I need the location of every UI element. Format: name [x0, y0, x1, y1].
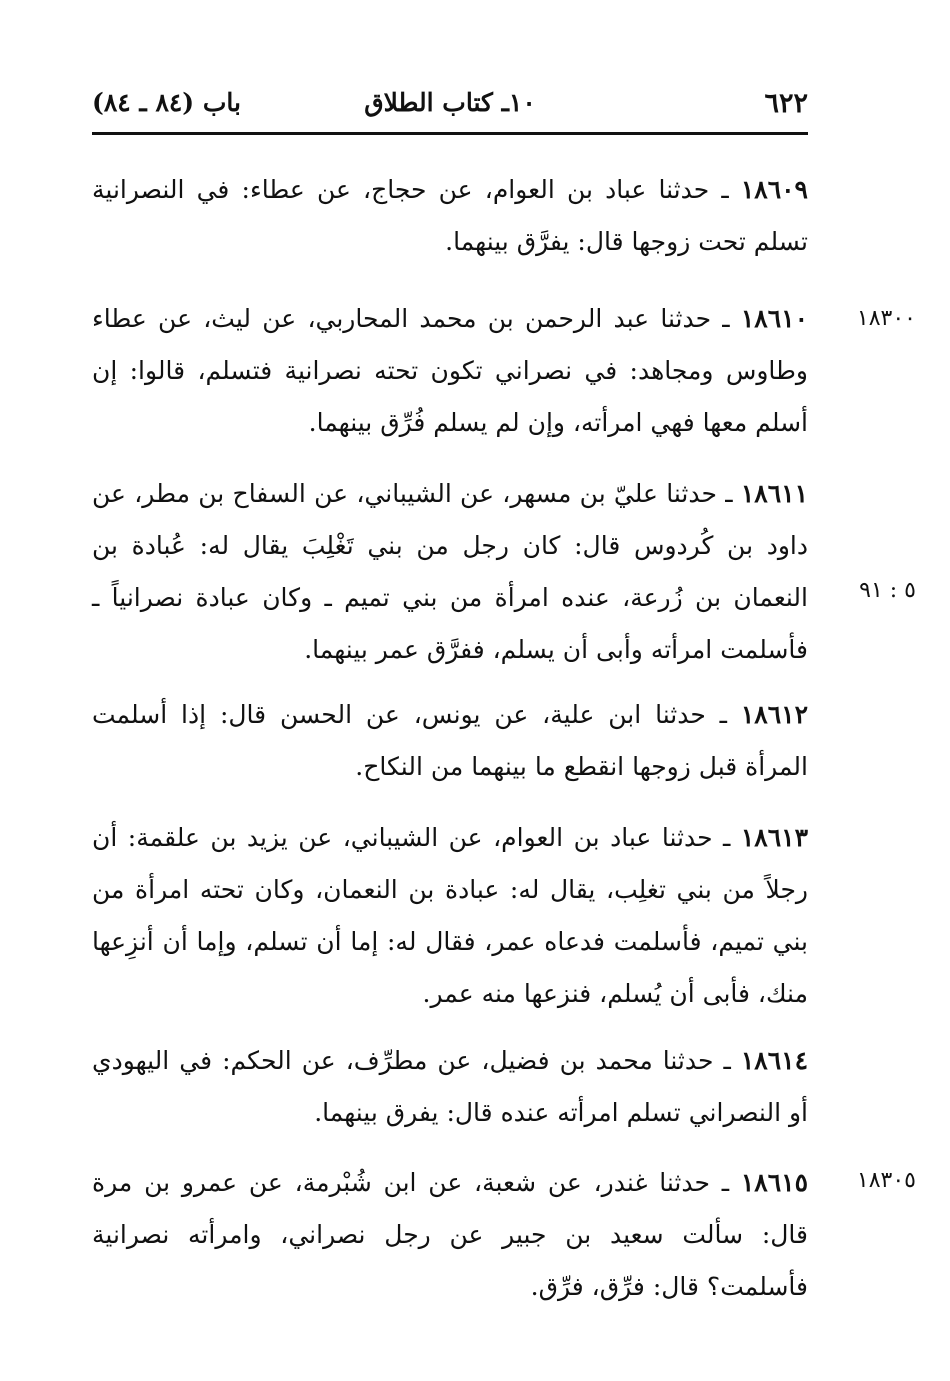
hadith-entry: [92, 812, 808, 1020]
hadith-text: ـ حدثنا غندر، عن شعبة، عن ابن شُبْرمة، عن عمرو بن مرة قال: سألت سعيد بن جبير عن رجل نصراني، وامرأته نصرانية فأسلمت؟ قال: فرِّق، فرِّق.: [92, 1168, 808, 1301]
hadith-number: ١٨٦١٠: [740, 304, 808, 333]
hadith-entry: [92, 1035, 808, 1139]
hadith-entry: [92, 689, 808, 793]
hadith-entry: [92, 293, 808, 449]
running-header: [92, 88, 808, 128]
hadith-entry: [92, 1157, 808, 1313]
hadith-number: ١٨٦١٣: [740, 823, 808, 852]
hadith-text: ـ حدثنا عليّ بن مسهر، عن الشيباني، عن السفاح بن مطر، عن داود بن كُردوس قال: كان رجل من بني تَغْلِبَ يقال له: عُبادة بن النعمان بن زُرعة، عنده امرأة من بني تميم ـ وكان عبادة نصرانياً ـ فأسلمت امرأته وأبى أن يسلم، ففرَّق عمر بينهما.: [92, 479, 808, 664]
hadith-entry: [92, 164, 808, 268]
hadith-entry: [92, 468, 808, 676]
hadith-number: ١٨٦١١: [740, 479, 808, 508]
hadith-text: ـ حدثنا عبد الرحمن بن محمد المحاربي، عن ليث، عن عطاء وطاوس ومجاهد: في نصراني تكون تحته نصرانية فتسلم، قالوا: إن أسلم معها فهي امرأته، وإن لم يسلم فُرِّق بينهما.: [92, 304, 808, 437]
page-number: ٦٢٢: [764, 88, 808, 119]
margin-note: ٥ : ٩١: [859, 578, 916, 603]
hadith-text: ـ حدثنا عباد بن العوام، عن الشيباني، عن يزيد بن علقمة: أن رجلاً من بني تغلِب، يقال له: عبادة بن النعمان، وكان تحته امرأة من بني تميم، فأسلمت فدعاه عمر، فقال له: إما أن تسلم، وإما أن أنزِعها منك، فأبى أن يُسلم، فنزعها منه عمر.: [92, 823, 808, 1008]
header-rule: [92, 132, 808, 135]
hadith-number: ١٨٦١٤: [740, 1046, 809, 1075]
hadith-number: ١٨٦١٥: [740, 1168, 808, 1197]
hadith-number: ١٨٦١٢: [740, 700, 809, 729]
hadith-text: ـ حدثنا ابن علية، عن يونس، عن الحسن قال: إذا أسلمت المرأة قبل زوجها انقطع ما بينهما من النكاح.: [92, 700, 808, 781]
hadith-number: ١٨٦٠٩: [740, 175, 808, 204]
chapter-range: باب (٨٤ ـ ٨٤): [92, 88, 241, 117]
hadith-text: ـ حدثنا عباد بن العوام، عن حجاج، عن عطاء: في النصرانية تسلم تحت زوجها قال: يفرَّق بينهما.: [92, 175, 808, 256]
margin-note: ١٨٣٠٠: [856, 306, 916, 331]
book-title: ١٠ـ كتاب الطلاق: [364, 88, 536, 117]
hadith-text: ـ حدثنا محمد بن فضيل، عن مطرِّف، عن الحكم: في اليهودي أو النصراني تسلم امرأته عنده قال: يفرق بينهما.: [92, 1046, 808, 1127]
margin-note: ١٨٣٠٥: [856, 1168, 916, 1193]
